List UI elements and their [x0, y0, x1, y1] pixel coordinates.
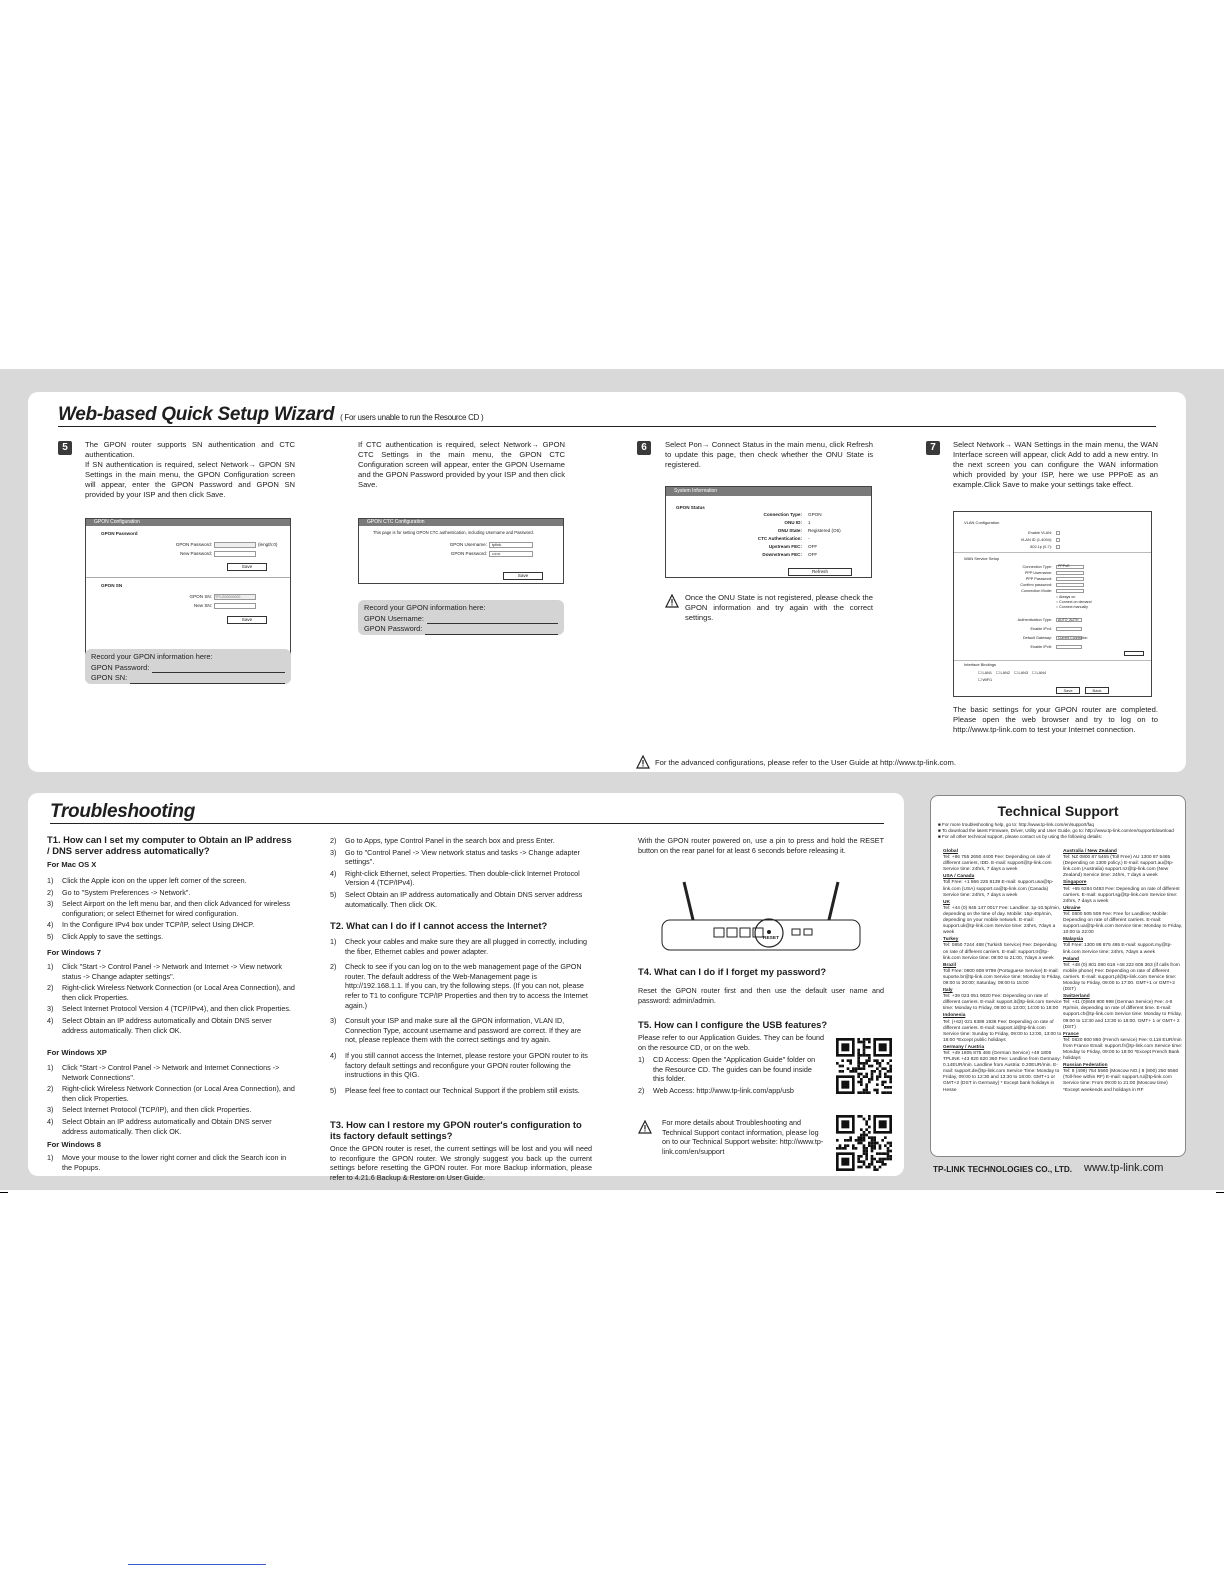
- status-label: CTC Authentication:: [757, 536, 802, 541]
- warning-icon: [665, 594, 679, 608]
- support-contact: Tel: 0820 800 860 (French service) Fee: 0.118 EUR/min from France Email: support.fr@tp-link.com Service time: Monday to Friday, 09:00 to 18:00 *Except French Bank holidays: [1063, 1037, 1183, 1062]
- list-item-text: Select Internet Protocol Version 4 (TCP/IPv4), and then click Properties.: [62, 1004, 291, 1014]
- support-qr-icon: [836, 1115, 892, 1171]
- support-country: Malaysia: [1063, 937, 1084, 943]
- t1-question: T1. How can I set my computer to Obtain an IP address / DNS server address automatically?: [47, 834, 292, 856]
- support-contact: Tel: +49 1805 875 465 (German Service) +49 1805 TPLINK +43 820 820 360 Fee: Landline from Germany: 0.14EUR/min. Landline from Austria: 0.20EUR/min. E-mail: support.de@tp-link.com Service Time: Monday to Friday, 09:00 to 12:30 and 13:30 to 18:00. GMT+1 or GMT+2 (DST in Germany) * Except bank holidays in Hesse: [943, 1051, 1061, 1093]
- field-input[interactable]: [1056, 583, 1084, 587]
- step-6-badge: 6: [637, 441, 651, 455]
- gpon-config-title: GPON Configuration: [86, 519, 290, 526]
- t3-text-part1: Once the GPON router is reset, the current settings will be lost and you will need to reconfigure the GPON router. We strongly suggest you back up the current settings before resetting the GPON router. For more Backup information, please refer to 4.21.6 Backup & Restore on User Guide.: [330, 1144, 592, 1182]
- support-contact: Tel: +86 755 2650 4400 Fee: Depending on rate of different carriers, IDD. E-mail: support@tp-link.com Service time: 24hrs, 7 days a week: [943, 855, 1052, 873]
- write-line: [152, 665, 285, 673]
- support-country: Poland: [1063, 956, 1079, 962]
- list-item-text: Click "Start -> Control Panel -> Network and Internet -> View network status -> Change adapter settings".: [62, 962, 282, 981]
- ctc-username-label: GPON Username:: [449, 542, 487, 547]
- support-country: Germany / Austria: [943, 1044, 985, 1050]
- field-input[interactable]: [1056, 571, 1084, 575]
- company-name: TP-LINK TECHNOLOGIES CO., LTD.: [933, 1165, 1073, 1174]
- item-number: 3): [330, 1016, 337, 1026]
- list-item: [47, 1105, 295, 1115]
- t4-text: Reset the GPON router first and then use the default user name and password: admin/admin.: [638, 986, 884, 1005]
- write-line: [427, 616, 558, 624]
- length-hint: (length:0): [258, 542, 278, 547]
- title-rule: [50, 823, 884, 824]
- record-box-sn: [85, 649, 291, 684]
- support-contact: Tel: 0850 7244 488 (Turkish Service) Fee: Depending on rate of different carriers. E-mail: support.tr@tp-link.com Service time: 09:00 to 21:00, 7days a week: [943, 943, 1057, 961]
- field-input[interactable]: [1056, 531, 1060, 535]
- field-label: Confirm password:: [1020, 583, 1052, 587]
- item-number: 3): [47, 1004, 54, 1014]
- new-sn-input[interactable]: [214, 603, 256, 609]
- status-value: OFF: [808, 544, 818, 549]
- new-password-label: New Password:: [180, 551, 212, 556]
- router-rear-illustration: [656, 880, 866, 958]
- list-item: [47, 962, 295, 981]
- default-gateway-value: Current Connection: [1058, 636, 1088, 640]
- item-number: 2): [47, 983, 54, 993]
- record-user-label: GPON Username:: [364, 613, 424, 623]
- link-underline: [128, 1564, 266, 1565]
- list-item-text: Go to "System Preferences -> Network".: [62, 887, 191, 897]
- item-number: 4): [47, 1015, 54, 1025]
- support-contact: Tel: NZ 0800 87 5465 (Toll Free) AU 1300 87 5465 (Depending on 1300 policy.) E-mail: support.au@tp-link.com (Australia) support.nz@tp-link.com (New Zealand) Service time: 24hrs, 7 days a week: [1063, 855, 1174, 879]
- support-contact: Toll Free: +1 866 225 8139 E-mail: support.usa@tp-link.com (USA) support.ca@tp-link.com (Canada) Service time: 24hrs, 7 days a week: [943, 880, 1054, 898]
- ctc-text: If CTC authentication is required, select Network→ GPON CTC Settings in the main menu, the GPON CTC Configuration screen will appear, enter the GPON Username and the GPON Password provided by your ISP and then click Save.: [358, 440, 565, 489]
- status-value: Registered (O5): [808, 528, 841, 533]
- divider: [954, 660, 1151, 661]
- divider: [86, 577, 290, 578]
- field-input[interactable]: [1056, 589, 1084, 593]
- advanced-config-note: For the advanced configurations, please refer to the User Guide at http://www.tp-link.com.: [655, 758, 956, 767]
- ctc-config-title: GPON CTC Configuration: [359, 519, 563, 526]
- wan-section: WAN Service Setup: [964, 556, 1000, 561]
- list-item: [330, 1086, 590, 1096]
- win8-steps-a: [47, 1153, 295, 1174]
- list-item-text: Move your mouse to the lower right corner and click the Search icon in the Popups.: [62, 1153, 287, 1172]
- support-country: Brazil: [943, 962, 957, 968]
- list-item-text: Consult your ISP and make sure all the GPON information, VLAN ID, Connection Type, account username and password are correct. If they are not, please repleace them with the correct settings and try again.: [345, 1016, 581, 1045]
- win7-title: For Windows 7: [47, 948, 101, 957]
- field-label: PPP Username:: [1024, 571, 1052, 575]
- binding-section: Interface Bindings: [964, 662, 997, 667]
- support-country: Singapore: [1063, 880, 1087, 886]
- status-label: Connection Type:: [763, 512, 802, 517]
- list-item: [47, 876, 295, 886]
- field-label: Enable IPv4:: [1030, 627, 1052, 631]
- list-item-text: In the Configure IPv4 box under TCP/IP, select Using DHCP.: [62, 920, 255, 930]
- list-item-text: CD Access: Open the "Application Guide" folder on the Resource CD. The guides can be found inside this folder.: [653, 1055, 816, 1084]
- item-number: 4): [47, 1116, 54, 1126]
- new-password-input[interactable]: [214, 551, 256, 557]
- wan-settings-screenshot: [953, 511, 1152, 697]
- binding-port-checkbox[interactable]: ☐ LAN1: [978, 671, 992, 675]
- list-item-text: Click the Apple icon on the upper left corner of the screen.: [62, 876, 247, 885]
- list-item: [330, 1051, 590, 1080]
- system-info-title: System Information: [666, 487, 871, 496]
- list-item-text: Select Obtain an IP address automatically and Obtain DNS server address automatically. Then click OK.: [62, 1116, 272, 1136]
- support-country: France: [1063, 1031, 1079, 1037]
- win8-steps-b: [330, 836, 590, 911]
- list-item-text: Click "Start -> Control Panel -> Network and Internet Connections -> Network Connections".: [62, 1063, 280, 1082]
- ctc-username-input[interactable]: tplink: [489, 542, 533, 548]
- support-country: Italy: [943, 988, 953, 994]
- connection-mode-option[interactable]: ○ Always on: [1056, 595, 1076, 599]
- win8-title: For Windows 8: [47, 1140, 101, 1149]
- item-number: 1): [638, 1055, 645, 1064]
- item-number: 3): [47, 1105, 54, 1115]
- t2-question: T2. What can I do if I cannot access the Internet?: [330, 920, 548, 931]
- item-number: 1): [330, 937, 337, 946]
- gpon-password-label: GPON Password:: [175, 542, 212, 547]
- support-contacts-right: [1063, 849, 1183, 1095]
- list-item: [47, 983, 295, 1002]
- status-label: Upstream FEC:: [768, 544, 802, 549]
- list-item: [330, 937, 590, 956]
- support-contact: Toll Free: 1300 88 875 465 E-mail: support.my@tp-link.com Service time: 24hrs, 7days a week: [1063, 943, 1172, 955]
- list-item-text: If you still cannot access the Internet, please restore your GPON router to its factory default settings and reconfigure your GPON router following the instructions in this QIG.: [345, 1050, 588, 1080]
- field-label: Default Gateway:: [1022, 636, 1052, 640]
- list-item: [47, 1084, 295, 1103]
- gpon-status-section: GPON Status: [676, 505, 705, 510]
- item-number: 2): [638, 1085, 645, 1095]
- advanced-button[interactable]: [1124, 651, 1144, 656]
- list-item: [330, 890, 590, 909]
- gpon-password-section: GPON Password: [101, 531, 138, 536]
- status-label: Downstream FEC:: [762, 552, 802, 557]
- ctc-config-screenshot: [358, 518, 564, 584]
- field-input[interactable]: [1056, 577, 1084, 581]
- step-6-text: Select Pon→ Connect Status in the main menu, click Refresh to update this page, then check whether the ONU State is registered.: [665, 440, 873, 469]
- gpon-sn-input[interactable]: TPLG00000000: [214, 594, 256, 600]
- support-contact: Toll Free: 0800 608 9799 (Portuguese Service) E-mail: suporte.br@tp-link.com Service time: Monday to Friday, 09:00 to 20:00; Saturday, 09:00 to 15:00: [943, 968, 1062, 986]
- wizard-subtitle: ( For users unable to run the Resource CD ): [340, 413, 484, 422]
- item-number: 1): [47, 1153, 54, 1162]
- list-item-text: Select Obtain an IP address automatically and Obtain DNS server address automatically. Then click OK.: [62, 1015, 272, 1035]
- ctc-save-button[interactable]: Save: [503, 572, 543, 580]
- list-item: [47, 899, 295, 918]
- support-contact: Tel: +65 6284 0493 Fee: Depending on rate of different carriers. E-mail: support.sg@tp-link.com Service time: 24hrs, 7 days a week: [1063, 886, 1180, 904]
- list-item: [330, 848, 590, 867]
- field-label: PPP Password:: [1025, 577, 1052, 581]
- support-website-note: For more details about Troubleshooting and Technical Support contact information, please log on to our Technical Support website: http://www.tp-link.com/en/support: [662, 1118, 824, 1156]
- write-line: [130, 676, 285, 684]
- divider: [954, 552, 1151, 553]
- save-button[interactable]: Save: [227, 563, 267, 571]
- support-country: Turkey: [943, 937, 959, 943]
- winxp-title: For Windows XP: [47, 1048, 107, 1057]
- field-input[interactable]: [1056, 627, 1082, 631]
- t3-text-part2: With the GPON router powered on, use a pin to press and hold the RESET button on the rear panel for at least 6 seconds before releasing it.: [638, 836, 884, 855]
- usb-guide-qr-icon: [836, 1038, 892, 1094]
- field-label: Connection Mode:: [1021, 589, 1052, 593]
- list-item-text: Web Access: http://www.tp-link.com/app/usb: [653, 1085, 794, 1095]
- troubleshooting-title: Troubleshooting: [50, 801, 196, 822]
- list-item-text: Right-click Ethernet, select Properties. Then double-click Internet Protocol Version 4 (TCP/IPv4).: [345, 868, 580, 888]
- onu-note: Once the ONU State is not registered, please check the GPON information and try again with the correct settings.: [685, 593, 873, 622]
- support-contact: Tel: 8 (499) 754 5560 (Moscow NO.) 8 (800) 250 5560 (Toll-free within RF) E-mail: support.ru@tp-link.com Service time: From 09:00 to 21:00 (Moscow time) *Except weekends and holidays in RF: [1063, 1069, 1179, 1093]
- support-country: USA / Canada: [943, 874, 975, 880]
- record-pw-label: GPON Password:: [364, 624, 423, 633]
- binding-port-checkbox[interactable]: ☐ LAN2: [996, 671, 1010, 675]
- support-country: Global: [943, 849, 958, 854]
- wan-back-button[interactable]: Back: [1085, 687, 1109, 694]
- status-label: ONU ID:: [784, 520, 802, 525]
- item-number: 1): [47, 962, 54, 971]
- t2-steps: [330, 937, 590, 1101]
- item-number: 3): [47, 899, 54, 909]
- refresh-button[interactable]: Refresh: [788, 568, 852, 576]
- status-value: GPON: [808, 512, 822, 517]
- system-info-screenshot: [665, 486, 872, 578]
- list-item: [47, 1004, 295, 1014]
- warning-icon: [636, 755, 650, 769]
- binding-port-checkbox[interactable]: ☐ WiFi1: [978, 678, 993, 682]
- item-number: 4): [47, 920, 54, 930]
- item-number: 2): [330, 962, 337, 972]
- winxp-steps: [47, 1063, 295, 1138]
- support-bullets: [938, 822, 1182, 840]
- list-item-text: Right-click Wireless Network Connection (or Local Area Connection), and then click Properties.: [62, 1084, 295, 1103]
- crop-mark: [1216, 1192, 1224, 1193]
- support-contact: Tel: 0800 505 508 Fee: Free for Landline; Mobile: Depending on rate of different carriers. E-mail: support.ua@tp-link.com Service time: Monday to Friday, 10:00 to 22:00: [1063, 911, 1183, 936]
- record-pw-label: GPON Password:: [91, 662, 150, 672]
- step-5-badge: 5: [58, 441, 72, 455]
- auth-type-value: AUTO_AUTH: [1058, 618, 1079, 622]
- item-number: 5): [330, 1085, 337, 1095]
- binding-port-checkbox[interactable]: ☐ LAN3: [1014, 671, 1028, 675]
- write-line: [425, 627, 558, 635]
- support-contact: Tel: +48 (0) 801 080 618 +48 222 605 363 (if calls from mobile phone) Fee: Depending on rate of different carriers. E-mail: support.pl@tp-link.com Service time: Monday to Friday, 09:00 to 17:00. GMT+1 or GMT+2 (DST): [1063, 962, 1180, 993]
- step-7-badge: 7: [926, 441, 940, 455]
- list-item-text: Select Obtain an IP address automatically and Obtain DNS server address automatically. Then click OK.: [345, 889, 583, 909]
- support-title: Technical Support: [997, 803, 1119, 819]
- list-item: [330, 869, 590, 888]
- support-country: UK: [943, 899, 950, 905]
- record-sn-label: GPON SN:: [91, 673, 128, 682]
- list-item-text: Click Apply to save the settings.: [62, 931, 164, 941]
- list-item-text: Check your cables and make sure they are all plugged in correctly, including the fiber, Ethernet cables and power adapter.: [345, 937, 587, 956]
- field-input[interactable]: [1056, 538, 1060, 542]
- step-5-text: The GPON router supports SN authentication and CTC authentication. If SN authentication is required, select Network→ GPON SN Settings in the main menu, the GPON Configuration screen will appear, enter the GPON Password and GPON SN provided by your ISP and then click Save.: [85, 440, 295, 499]
- list-item: [47, 932, 295, 942]
- title-rule: [58, 426, 1156, 427]
- list-item-text: Right-click Wireless Network Connection (or Local Area Connection), and then click Properties.: [62, 983, 295, 1002]
- list-item: [47, 1117, 295, 1136]
- status-value: OFF: [808, 552, 818, 557]
- save-button[interactable]: Save: [227, 616, 267, 624]
- support-bullet: ■ To download the latest Firmware, Driver, Utility and User Guide, go to: http://www.tp-link.com/en/support/download: [938, 828, 1174, 833]
- mac-title: For Mac OS X: [47, 860, 97, 869]
- item-number: 5): [47, 931, 54, 941]
- list-item: [47, 1016, 295, 1035]
- list-item: [47, 1063, 295, 1082]
- t5-question: T5. How can I configure the USB features?: [638, 1019, 828, 1030]
- gpon-password-input[interactable]: [214, 542, 256, 548]
- binding-port-checkbox[interactable]: ☐ LAN4: [1032, 671, 1046, 675]
- list-item: [47, 888, 295, 898]
- list-item: [47, 1153, 295, 1172]
- warning-icon: [638, 1120, 652, 1134]
- support-country: Ukraine: [1063, 905, 1081, 911]
- connection-mode-option[interactable]: ○ Connect manually: [1056, 605, 1088, 609]
- status-value: -: [808, 536, 810, 541]
- list-item: [330, 962, 590, 1010]
- ctc-password-label: GPON Password:: [450, 551, 487, 556]
- list-item-text: Please feel free to contact our Technical Support if the problem still exists.: [345, 1085, 580, 1095]
- item-number: 1): [47, 876, 54, 885]
- connection-mode-option[interactable]: ○ Connect on demand: [1056, 600, 1092, 604]
- status-value: 1: [808, 520, 811, 525]
- field-label: Enable IPv6:: [1030, 645, 1052, 649]
- item-number: 4): [330, 1050, 337, 1060]
- support-contacts-left: [943, 849, 1062, 1095]
- support-bullet: ■ For all other technical support, please contact us by using the following details:: [938, 834, 1102, 839]
- support-contact: Tel: +41 (0)848 800 998 (German Service) Fee: 4-8 Rp/min, depending on rate of different time. E-mail: support.ch@tp-link.com Service time: Monday to Friday, 09:00 to 12:30 and 13:30 to 18:00. GMT+ 1 or GMT+ 2 (DST): [1063, 1000, 1182, 1030]
- list-item: [638, 1086, 824, 1096]
- support-bullet: ■ For more troubleshooting help, go to: http://www.tp-link.com/en/support/faq: [938, 822, 1094, 827]
- wan-save-button[interactable]: Save: [1056, 687, 1080, 694]
- gpon-sn-section: GPON SN: [101, 583, 123, 588]
- support-country: Australia / New Zealand: [1063, 849, 1117, 854]
- item-number: 3): [330, 847, 337, 857]
- field-input[interactable]: [1056, 645, 1082, 649]
- status-label: ONU State:: [777, 528, 802, 533]
- field-label: Connection Type:: [1022, 565, 1052, 569]
- vlan-section: VLAN Configuration: [964, 520, 1000, 525]
- list-item: [638, 1055, 824, 1084]
- field-input[interactable]: [1056, 545, 1060, 549]
- record-title: Record your GPON information here:: [364, 603, 486, 612]
- support-country: Indonesia: [943, 1013, 966, 1019]
- connection-type-value: PPPoE: [1058, 564, 1070, 568]
- ctc-password-input[interactable]: ••••••: [489, 551, 533, 557]
- ctc-description: This page is for setting GPON CTC authentication, including Username and Password.: [373, 530, 534, 535]
- list-item-text: Check to see if you can log on to the web management page of the GPON router. The default address of the Web-Management page is http://192.168.1.1. If you can, try the following steps. (If you can not, please refer to T1 to configure TCP/IP Properties and then try to access the Internet again.): [345, 962, 588, 1010]
- support-country: Switzerland: [1063, 994, 1090, 1000]
- mac-steps: [47, 876, 295, 944]
- t3-question: T3. How can I restore my GPON router's configuration to its factory default settings?: [330, 1119, 582, 1141]
- item-number: 2): [47, 1084, 54, 1094]
- support-contact: Tel: +39 023 051 9020 Fee: Depending on rate of different carriers. E-mail: support.it@tp-link.com Service time: Monday to Friday, 09:00 to 13:00; 14:00 to 18:00: [943, 994, 1062, 1012]
- list-item: [330, 1016, 590, 1045]
- field-label: VLAN ID (1-4094):: [1020, 538, 1052, 542]
- item-number: 2): [330, 836, 337, 845]
- list-item: [47, 920, 295, 930]
- list-item: [330, 836, 590, 846]
- item-number: 5): [330, 889, 337, 899]
- t4-question: T4. What can I do if I forget my password?: [638, 966, 827, 977]
- record-title: Record your GPON information here:: [91, 652, 213, 661]
- reset-label: RESET: [763, 936, 779, 941]
- gpon-config-screenshot: [85, 518, 291, 669]
- support-contact: Tel: (+62) 021 6386 1936 Fee: Depending on rate of different carriers. E-mail: support.id@tp-link.com Service time: Sunday to Friday, 09:00 to 12:00, 13:00 to 18:00 *Except public holidays: [943, 1019, 1062, 1043]
- gpon-sn-label: GPON SN:: [189, 594, 212, 599]
- website-link[interactable]: www.tp-link.com: [1084, 1162, 1164, 1174]
- field-label: Authentication Type:: [1017, 618, 1052, 622]
- support-contact: Tel: +44 (0) 845 147 0017 Fee: Landline: 1p-10.5p/min, depending on the time of day. Mobile: 15p-40p/min, depending on your mobile network. E-mail: support.uk@tp-link.com Service time: 24hrs, 7days a week: [943, 905, 1061, 936]
- field-label: Enable VLAN:: [1028, 531, 1052, 535]
- t5-steps: [638, 1055, 824, 1097]
- list-item-text: Go to "Control Panel -> View network status and tasks -> Change adapter settings".: [345, 847, 580, 867]
- item-number: 4): [330, 868, 337, 878]
- crop-mark: [0, 1192, 8, 1193]
- record-box-ctc: [358, 600, 564, 635]
- list-item-text: Go to Apps, type Control Panel in the search box and press Enter.: [345, 836, 555, 845]
- list-item-text: Select Airport on the left menu bar, and then click Advanced for wireless configuration; or select Ethernet for wired configuration.: [62, 899, 291, 918]
- item-number: 1): [47, 1063, 54, 1072]
- step-7-text: Select Network→ WAN Settings in the main menu, the WAN Interface screen will appear, click Add to add a new entry. In the next screen you can configure the WAN information which provided by your ISP, here we use PPPoE as an example.Click Save to make your settings take effect.: [953, 440, 1158, 489]
- new-sn-label: New SN:: [193, 603, 212, 608]
- setup-complete-text: The basic settings for your GPON router are completed. Please open the web browser and try to log on to http://www.tp-link.com to test your Internet connection.: [953, 705, 1158, 734]
- list-item-text: Select Internet Protocol (TCP/IP), and then click Properties.: [62, 1105, 252, 1115]
- win7-steps: [47, 962, 295, 1037]
- t5-intro: Please refer to our Application Guides. They can be found on the resource CD, or on the web.: [638, 1033, 824, 1052]
- item-number: 2): [47, 887, 54, 897]
- wizard-title: Web-based Quick Setup Wizard ( For users unable to run the Resource CD ): [58, 404, 484, 425]
- field-label: 802.1p (0-7):: [1030, 545, 1052, 549]
- support-country: Russian Federation: [1063, 1063, 1108, 1069]
